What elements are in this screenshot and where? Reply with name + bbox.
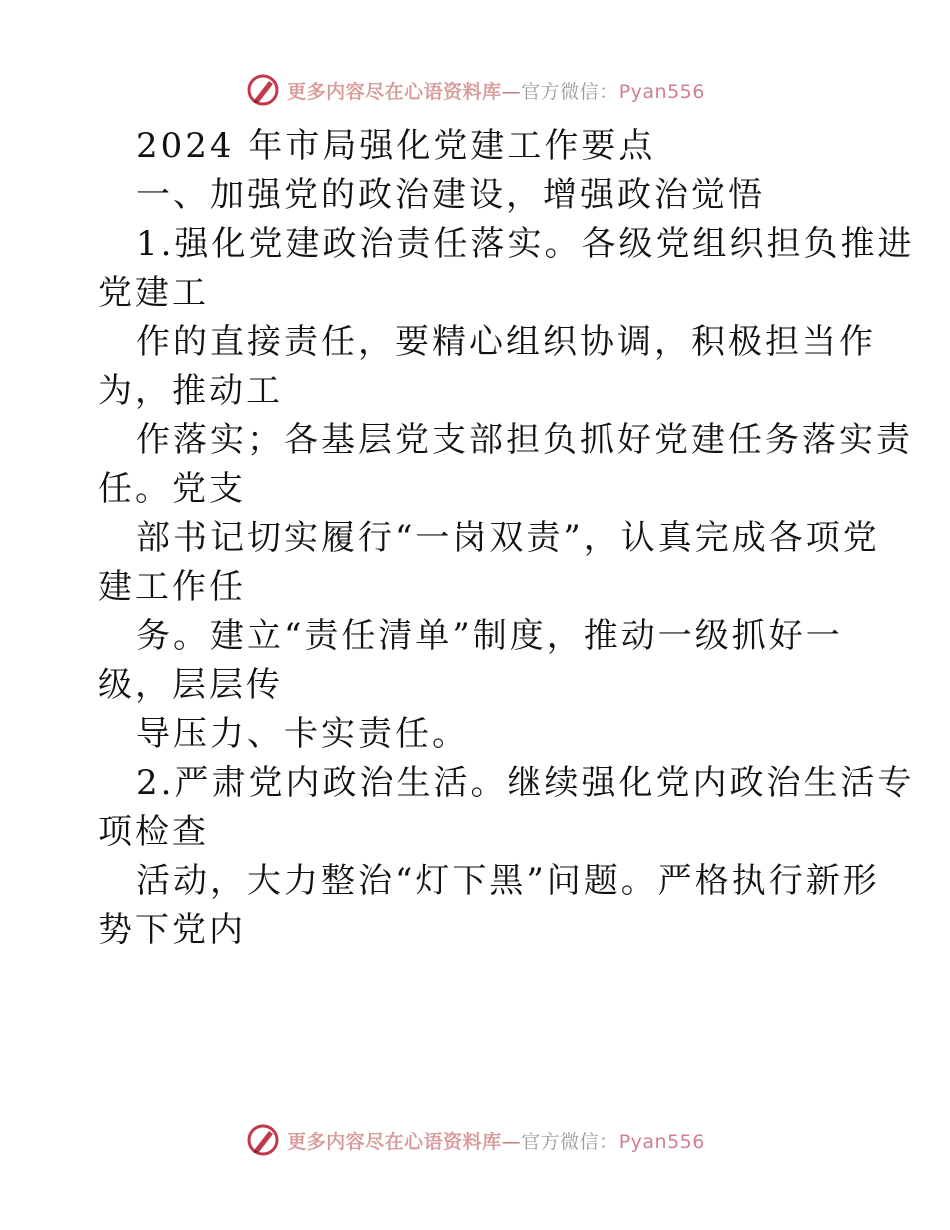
pen-circle-icon [245, 72, 281, 108]
watermark-text: 更多内容尽在心语资料库 [287, 1130, 502, 1153]
paragraph-line: 活动，大力整治“灯下黑”问题。严格执行新形 [136, 861, 880, 901]
paragraph-line: 作的直接责任，要精心组织协调，积极担当作 [136, 322, 876, 362]
watermark-official: 官方微信： [521, 80, 619, 103]
paragraph-line: 级，层层传 [98, 665, 283, 705]
watermark-wechat-id: Pyan556 [618, 80, 705, 103]
watermark-wechat-id: Pyan556 [618, 1130, 705, 1153]
pen-circle-icon [245, 1122, 281, 1158]
paragraph-line: 项检查 [98, 812, 209, 852]
paragraph-line: 势下党内 [98, 910, 246, 950]
paragraph-line: 为，推动工 [98, 371, 283, 411]
paragraph-line: 导压力、卡实责任。 [136, 714, 469, 754]
watermark-dash: — [501, 1130, 522, 1153]
paragraph-line: 2.严肃党内政治生活。继续强化党内政治生活专 [136, 763, 915, 803]
paragraph-line: 任。党支 [98, 469, 246, 509]
paragraph-line: 部书记切实履行“一岗双责”，认真完成各项党 [136, 518, 880, 558]
watermark-label [287, 77, 705, 104]
paragraph-line: 一、加强党的政治建设，增强政治觉悟 [136, 175, 765, 215]
watermark-dash: — [501, 80, 522, 103]
paragraph-line: 建工作任 [98, 567, 246, 607]
document-title: 2024 年市局强化党建工作要点 [136, 126, 656, 166]
watermark-official: 官方微信： [521, 1130, 619, 1153]
header-watermark [0, 68, 950, 112]
footer-watermark [0, 1118, 950, 1162]
paragraph-line: 党建工 [98, 273, 209, 313]
document-lines [98, 171, 915, 955]
paragraph-line: 1.强化党建政治责任落实。各级党组织担负推进 [136, 224, 915, 264]
paragraph-line: 作落实；各基层党支部担负抓好党建任务落实责 [136, 420, 913, 460]
watermark-label [287, 1127, 705, 1154]
watermark-text: 更多内容尽在心语资料库 [287, 80, 502, 103]
paragraph-line: 务。建立“责任清单”制度，推动一级抓好一 [136, 616, 843, 656]
document-body [98, 122, 915, 955]
